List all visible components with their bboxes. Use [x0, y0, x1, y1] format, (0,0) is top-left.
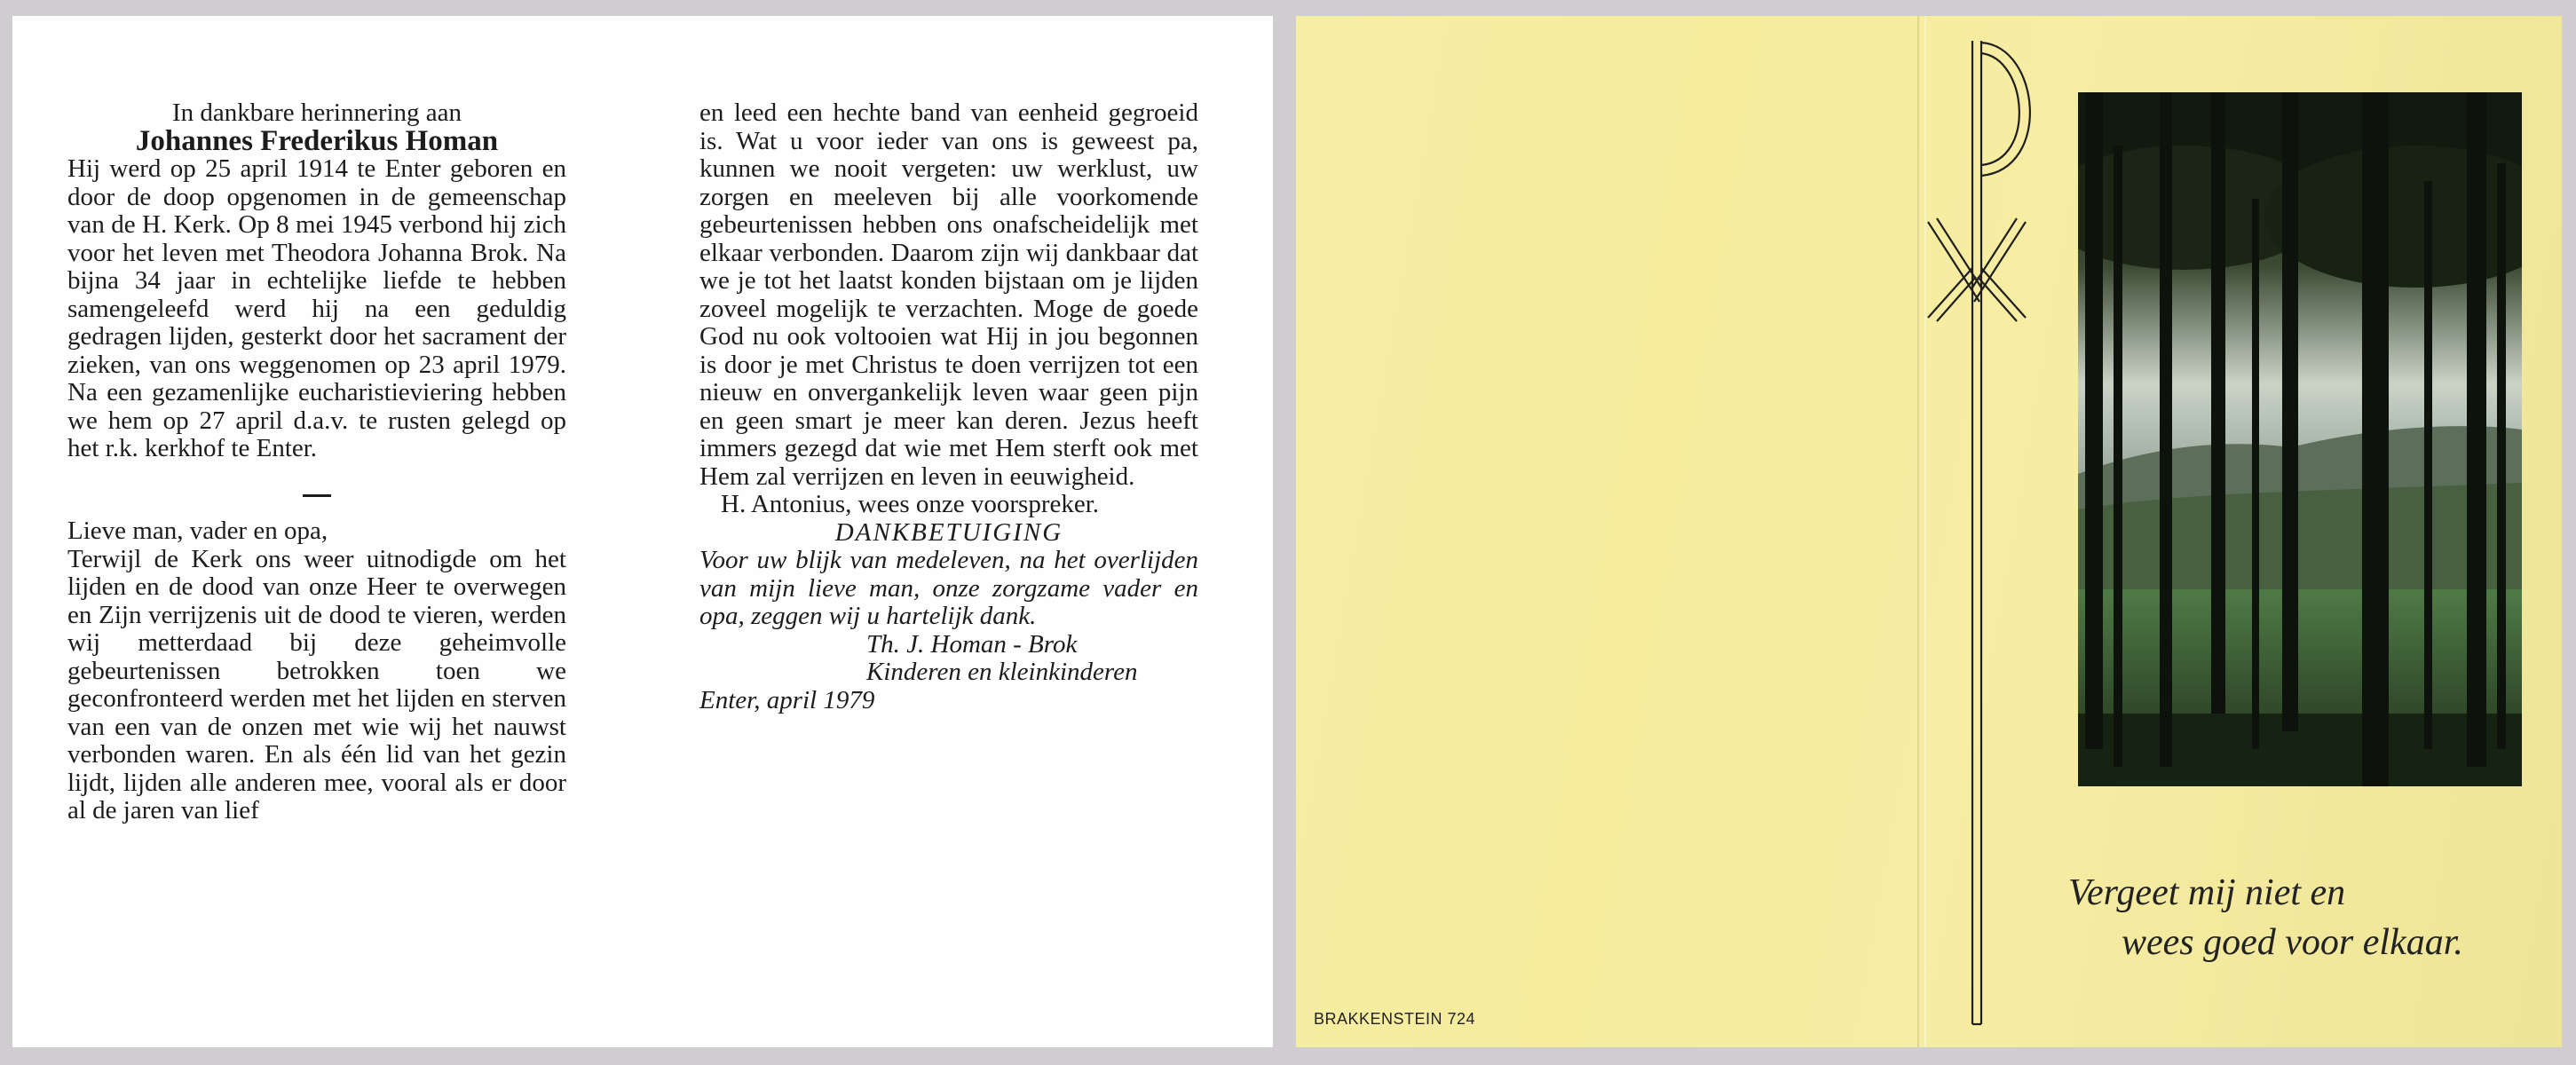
signature-line-1: Th. J. Homan - Brok	[866, 629, 1078, 659]
thanks-heading: DANKBETUIGING	[834, 517, 1063, 547]
chi-rho-icon	[1917, 36, 2051, 1030]
deceased-name: Johannes Frederikus Homan	[135, 124, 499, 157]
motto-line-1: Vergeet mij niet en	[2068, 872, 2346, 913]
motto-line-2: wees goed voor elkaar.	[2122, 922, 2463, 963]
signature-line-2: Kinderen en kleinkinderen	[866, 658, 1138, 686]
separator-dash	[303, 494, 331, 497]
separator	[67, 476, 566, 504]
prayer-line: H. Antonius, wees onze voorspreker.	[721, 490, 1100, 518]
thanks-text: Voor uw blijk van medeleven, na het overlijden van mijn lieve man, onze zorgzame vader en opa, zeggen wij u hartelijk dank.	[699, 546, 1198, 630]
place-date: Enter, april 1979	[699, 685, 875, 714]
publisher-code: BRAKKENSTEIN 724	[1314, 1010, 1476, 1028]
forest-photo	[2078, 92, 2522, 786]
memorial-intro: In dankbare herinnering aan	[171, 99, 462, 127]
letter-text-part1: Terwijl de Kerk ons weer uitnodigde om het lijden en de dood van onze Heer te overwegen en Zijn verrijzenis uit de dood te vieren, werden wij metterdaad bij deze geheimvolle gebeurtenissen betrokken toen we geconfronteerd werden met het lijden en sterven van een van de onzen met wie wij het nauwst verbonden waren. En als één lid van het gezin lijdt, lijden alle anderen mee, vooral als er door al de jaren van lief	[67, 544, 566, 824]
biography-text: Hij werd op 25 april 1914 te Enter geboren en door de doop opgenomen in de gemeenschap van de H. Kerk. Op 8 mei 1945 verbond hij zich voor het leven met Theodora Johanna Brok. Na bijna 34 jaar in echtelijke liefde te hebben samengeleefd werd hij na een geduldig gedragen lijden, gesterkt door het sacrament der zieken, van ons weggenomen op 23 april 1979. Na een gezamenlijke eucharistieviering hebben we hem op 27 april d.a.v. te rusten gelegd op het r.k. kerkhof te Enter.	[67, 154, 566, 462]
right-column	[699, 99, 1198, 714]
left-column	[67, 99, 566, 825]
letter-text-part2: en leed een hechte band van eenheid gegroeid is. Wat u voor ieder van ons is geweest pa, kunnen we nooit vergeten: uw werklust, uw zorgen en meeleven bij alle voorkomende gebeurtenissen hebben ons onafscheidelijk met elkaar verbonden. Daarom zijn wij dankbaar dat we je tot het laatst konden bijstaan om je lijden zoveel mogelijk te verzachten. Moge de goede God nu ook voltooien wat Hij in jou begonnen is door je met Christus te doen verrijzen tot een nieuw en onvergankelijk leven waar geen pijn en geen smart je meer kan deren. Jezus heeft immers gezegd dat wie met Hem sterft ook met Hem zal verrijzen en leven in eeuwigheid.	[699, 99, 1198, 491]
cover-motto	[2068, 868, 2526, 967]
letter-salutation: Lieve man, vader en opa,	[67, 517, 328, 545]
